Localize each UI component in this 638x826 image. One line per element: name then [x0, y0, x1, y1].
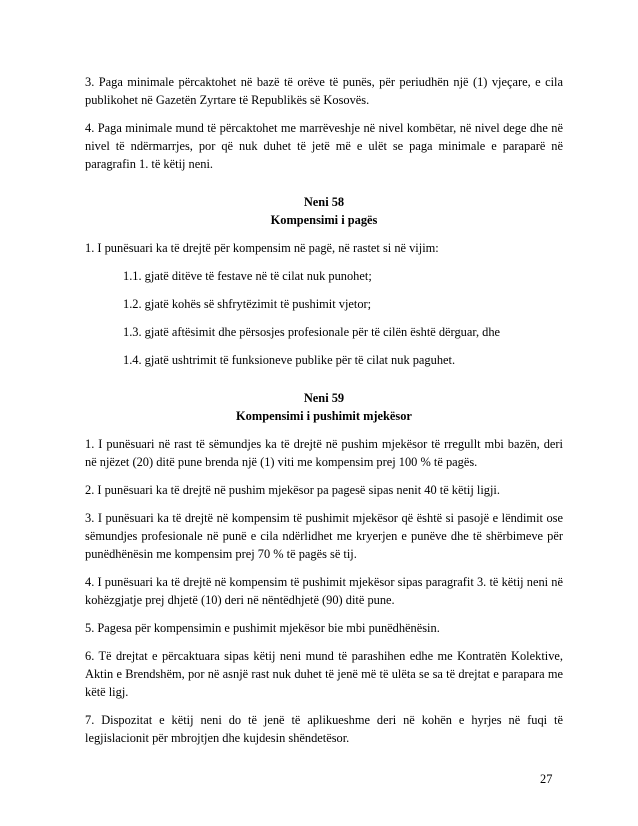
article-title: Kompensimi i pagës	[270, 213, 378, 227]
paragraph: 4. I punësuari ka të drejtë në kompensim të pushimit mjekësor sipas paragrafit 3. të këtij neni në kohëzgjatje prej dhjetë (10) deri në nëntëdhjetë (90) ditë pune.	[85, 575, 563, 607]
paragraph: 6. Të drejtat e përcaktuara sipas këtij neni mund të parashihen edhe me Kontratën Kolektive, Aktin e Brendshëm, por në asnjë rast nuk duhet të jenë më të ulëta se sa të drejtat e parapara me këtë ligj.	[85, 649, 563, 699]
list-item: 1.2. gjatë kohës së shfrytëzimit të pushimit vjetor;	[123, 297, 372, 311]
paragraph: 4. Paga minimale mund të përcaktohet me marrëveshje në nivel kombëtar, në nivel dege dhe në nivel të ndërmarrjes, por që nuk duhet të jetë më e ulët se paga minimale e paraparë në paragrafin 1. të këtij neni.	[85, 121, 563, 171]
list-item: 1.4. gjatë ushtrimit të funksioneve publike për të cilat nuk paguhet.	[123, 353, 456, 367]
paragraph: 7. Dispozitat e këtij neni do të jenë të aplikueshme deri në kohën e hyrjes në fuqi të legjislacionit për mbrojtjen dhe kujdesin shëndetësor.	[85, 713, 563, 745]
list-item: 1.1. gjatë ditëve të festave në të cilat nuk punohet;	[123, 269, 372, 283]
page-number: 27	[540, 772, 553, 786]
article-title: Kompensimi i pushimit mjekësor	[236, 409, 412, 423]
paragraph: 2. I punësuari ka të drejtë në pushim mjekësor pa pagesë sipas nenit 40 të këtij ligji.	[85, 483, 500, 497]
article-heading-59	[85, 389, 563, 425]
paragraph: 1. I punësuari në rast të sëmundjes ka të drejtë në pushim mjekësor të rregullt mbi bazën, deri në njëzet (20) ditë pune brenda një (1) viti me kompensim prej 100 % të pagës.	[85, 437, 563, 469]
page-content	[85, 73, 563, 757]
list-item: 1.3. gjatë aftësimit dhe përsosjes profesionale për të cilën është dërguar, dhe	[123, 325, 501, 339]
article-heading-58	[85, 193, 563, 229]
paragraph: 3. Paga minimale përcaktohet në bazë të orëve të punës, për periudhën një (1) vjeçare, e cila publikohet në Gazetën Zyrtare të Republikës së Kosovës.	[85, 75, 563, 107]
paragraph: 5. Pagesa për kompensimin e pushimit mjekësor bie mbi punëdhënësin.	[85, 621, 440, 635]
paragraph: 1. I punësuari ka të drejtë për kompensim në pagë, në rastet si në vijim:	[85, 241, 439, 255]
article-number: Neni 58	[303, 195, 345, 209]
article-number: Neni 59	[303, 391, 345, 405]
paragraph: 3. I punësuari ka të drejtë në kompensim të pushimit mjekësor që është si pasojë e lëndimit ose sëmundjes profesionale në punë e cila ndërlidhet me kryerjen e punëve dhe të shërbimeve për punëdhënësin me kompensim prej 70 % të pagës së tij.	[85, 511, 563, 561]
